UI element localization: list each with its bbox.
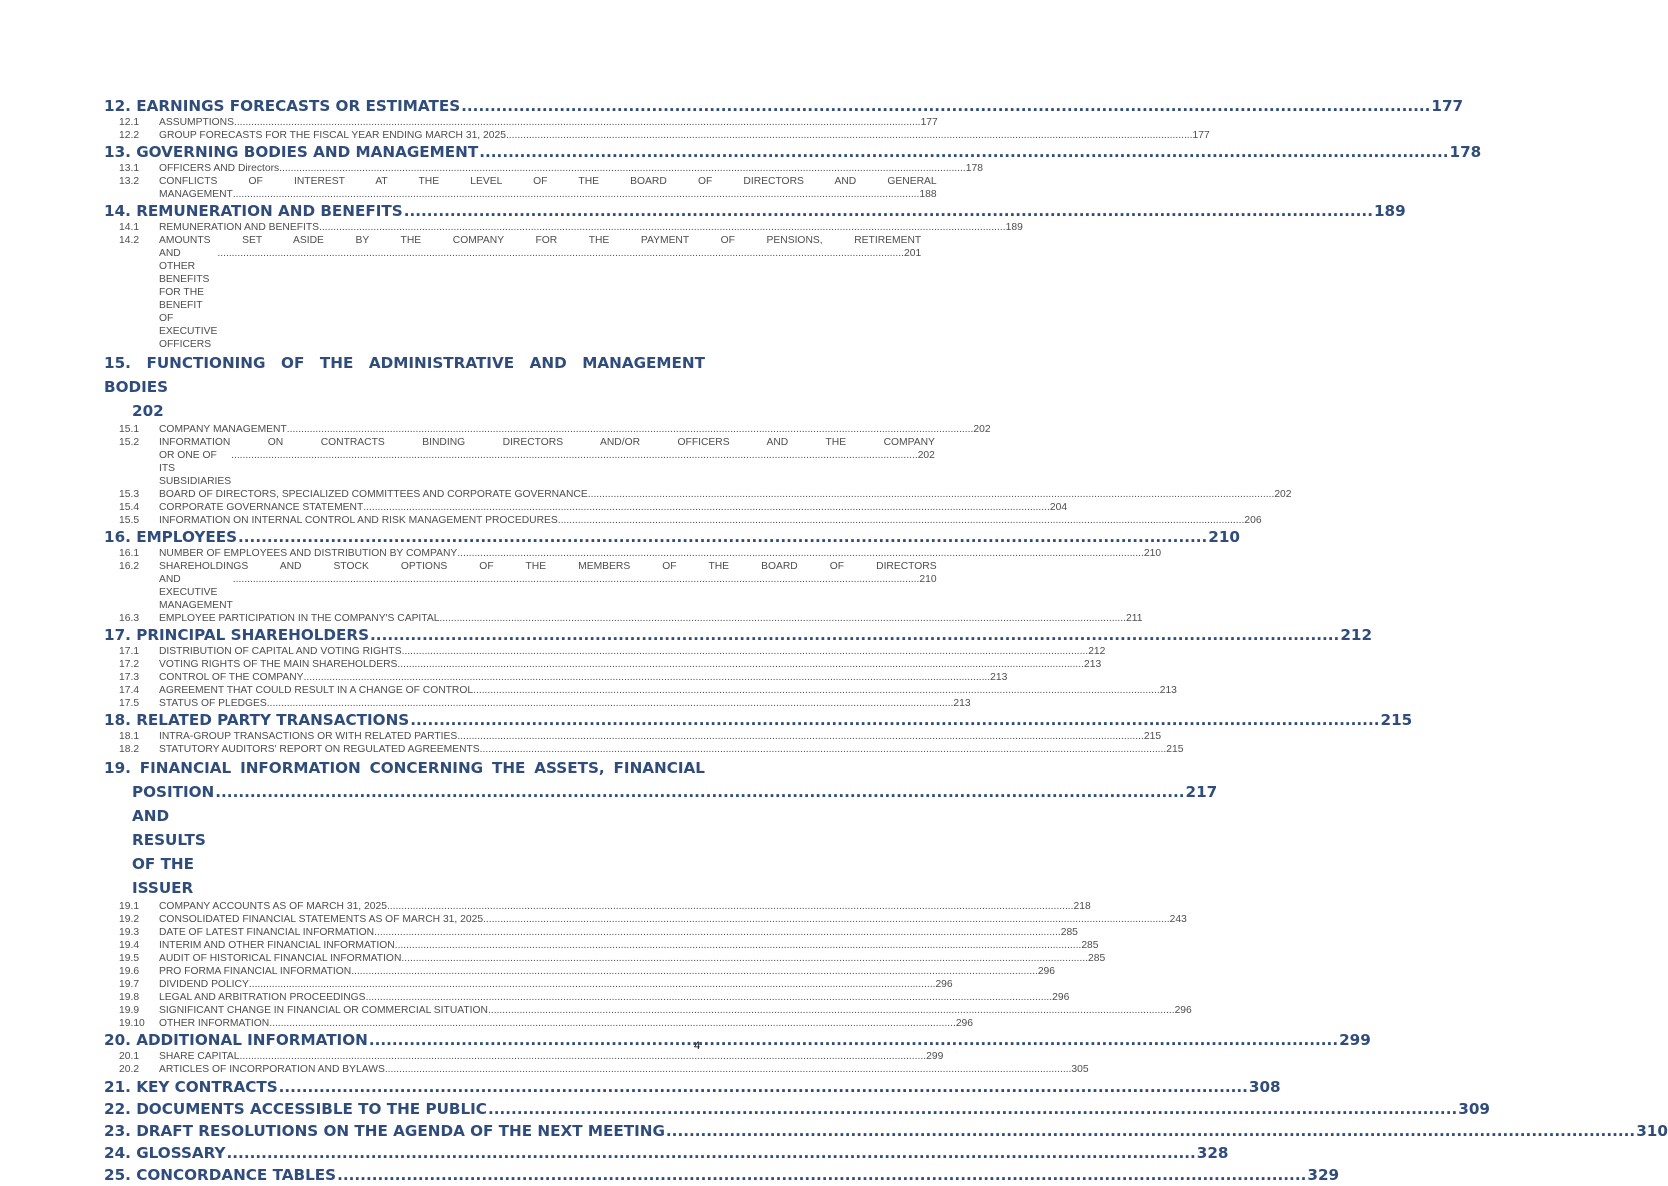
entry-number: 17.1: [119, 646, 140, 657]
entry-page: 189: [1005, 222, 1023, 233]
entry-number: 16.1: [119, 548, 140, 559]
section-title: 22. DOCUMENTS ACCESSIBLE TO THE PUBLIC: [104, 1100, 487, 1118]
entry-number: 17.2: [119, 659, 140, 670]
entry-number: 19.2: [119, 914, 140, 925]
entry-title-line-2: AND OTHER BENEFITS FOR THE BENEFIT OF EXECUTIVE OFFICERS: [159, 248, 218, 350]
toc-entry-17-1[interactable]: [104, 645, 1106, 658]
entry-title: PRO FORMA FINANCIAL INFORMATION: [159, 966, 352, 977]
entry-title: DIVIDEND POLICY: [159, 979, 249, 990]
entry-page: 285: [1088, 953, 1106, 964]
entry-title: CONTROL OF THE COMPANY: [159, 672, 304, 683]
entry-number: 19.8: [119, 992, 140, 1003]
toc-entry-20-2[interactable]: [104, 1063, 1089, 1076]
toc-section-13[interactable]: [104, 142, 1482, 162]
toc-entry-14-2[interactable]: [104, 234, 922, 351]
entry-page: 212: [1088, 646, 1106, 657]
section-title: 16. EMPLOYEES: [104, 528, 238, 546]
entry-number: 14.1: [119, 222, 140, 233]
entry-title: COMPANY ACCOUNTS AS OF MARCH 31, 2025: [159, 901, 387, 912]
entry-number: 20.2: [119, 1064, 140, 1075]
entry-number: 17.3: [119, 672, 140, 683]
toc-section-24[interactable]: [104, 1142, 1229, 1164]
toc-entry-19-6[interactable]: [104, 965, 1056, 978]
section-page: 310: [1636, 1122, 1668, 1140]
toc-entry-18-2[interactable]: [104, 743, 1184, 756]
entry-number: 19.6: [119, 966, 140, 977]
entry-number: 13.1: [119, 163, 140, 174]
entry-page: 296: [935, 979, 953, 990]
entry-title: NUMBER OF EMPLOYEES AND DISTRIBUTION BY COMPANY: [159, 548, 458, 559]
toc-section-21[interactable]: [104, 1076, 1281, 1098]
entry-page: 202: [973, 424, 991, 435]
entry-page: 213: [1159, 685, 1177, 696]
section-page: 217: [1185, 783, 1218, 801]
section-title: 24. GLOSSARY: [104, 1144, 226, 1162]
entry-title: LEGAL AND ARBITRATION PROCEEDINGS: [159, 992, 366, 1003]
entry-title: CONSOLIDATED FINANCIAL STATEMENTS AS OF MARCH 31, 2025: [159, 914, 484, 925]
entry-number: 15.2: [119, 437, 140, 448]
toc-entry-15-5[interactable]: [104, 514, 1262, 527]
entry-number: 19.10: [119, 1018, 145, 1029]
entry-page: 210: [1143, 548, 1162, 559]
entry-title: ASSUMPTIONS: [159, 117, 234, 128]
page-number: 4: [694, 1040, 701, 1052]
entry-page: 296: [1052, 992, 1070, 1003]
entry-title: SHARE CAPITAL: [159, 1051, 240, 1062]
section-page: 212: [1340, 626, 1373, 644]
entry-title-line-2: MANAGEMENT: [159, 189, 233, 200]
entry-number: 19.5: [119, 953, 140, 964]
toc-entry-19-2[interactable]: [104, 913, 1187, 926]
entry-page: 243: [1169, 914, 1187, 925]
entry-page: 299: [926, 1051, 944, 1062]
entry-page: 204: [1049, 502, 1068, 513]
section-title: 17. PRINCIPAL SHAREHOLDERS: [104, 626, 370, 644]
entry-number: 17.4: [119, 685, 140, 696]
entry-title: INTERIM AND OTHER FINANCIAL INFORMATION: [159, 940, 395, 951]
entry-page: 177: [1192, 130, 1210, 141]
table-of-contents: [104, 96, 1668, 1186]
toc-section-18[interactable]: [104, 710, 1413, 730]
toc-section-19[interactable]: [104, 756, 1218, 900]
toc-entry-16-1[interactable]: [104, 547, 1162, 560]
entry-page: 188: [919, 189, 937, 200]
section-title: 25. CONCORDANCE TABLES: [104, 1166, 337, 1184]
toc-entry-13-2[interactable]: [104, 175, 937, 201]
section-page: 329: [1307, 1166, 1340, 1184]
entry-page: 178: [965, 163, 983, 174]
entry-title: DATE OF LATEST FINANCIAL INFORMATION: [159, 927, 375, 938]
entry-number: 16.3: [119, 613, 140, 624]
entry-page: 218: [1073, 901, 1091, 912]
entry-number: 19.4: [119, 940, 140, 951]
toc-entry-19-4[interactable]: [104, 939, 1099, 952]
entry-title: OTHER INFORMATION: [159, 1018, 270, 1029]
entry-number: 20.1: [119, 1051, 140, 1062]
entry-page: 296: [1174, 1005, 1192, 1016]
section-title: 20. ADDITIONAL INFORMATION: [104, 1031, 368, 1049]
toc-entry-18-1[interactable]: [104, 730, 1162, 743]
entry-number: 15.1: [119, 424, 140, 435]
entry-title: ARTICLES OF INCORPORATION AND BYLAWS: [159, 1064, 385, 1075]
entry-number: 19.7: [119, 979, 140, 990]
entry-number: 12.1: [119, 117, 140, 128]
section-title-line-1: [104, 756, 705, 780]
section-page: 309: [1458, 1100, 1490, 1118]
entry-title: GROUP FORECASTS FOR THE FISCAL YEAR ENDING MARCH 31, 2025: [159, 130, 506, 141]
entry-page: 215: [1166, 744, 1184, 755]
entry-title-line-2: OR ONE OF ITS SUBSIDIARIES: [159, 450, 232, 487]
section-title: 15. FUNCTIONING OF THE ADMINISTRATIVE AND MANAGEMENT BODIES: [104, 354, 705, 396]
section-page: 308: [1248, 1078, 1281, 1096]
entry-title: DISTRIBUTION OF CAPITAL AND VOTING RIGHTS: [159, 646, 402, 657]
entry-number: 19.1: [119, 901, 140, 912]
entry-title: BOARD OF DIRECTORS, SPECIALIZED COMMITTEES AND CORPORATE GOVERNANCE: [159, 489, 588, 500]
toc-entry-13-1[interactable]: [104, 162, 983, 175]
section-page: 178: [1449, 143, 1482, 161]
section-page: 299: [1339, 1031, 1371, 1049]
section-title: 12. EARNINGS FORECASTS OR ESTIMATES: [104, 97, 461, 115]
entry-number: 14.2: [119, 235, 140, 246]
section-title-line-2: POSITION AND RESULTS OF THE ISSUER: [132, 783, 215, 897]
entry-page: 213: [953, 698, 971, 709]
toc-entry-15-3[interactable]: [104, 488, 1292, 501]
section-page: 202: [132, 402, 164, 420]
entry-title: STATUTORY AUDITORS' REPORT ON REGULATED AGREEMENTS: [159, 744, 480, 755]
toc-entry-19-10[interactable]: [104, 1017, 974, 1030]
toc-section-16[interactable]: [104, 527, 1240, 547]
section-page: 215: [1380, 711, 1413, 729]
entry-number: 15.4: [119, 502, 140, 513]
entry-page: 213: [1084, 659, 1102, 670]
section-title: 13. GOVERNING BODIES AND MANAGEMENT: [104, 143, 479, 161]
toc-entry-19-7[interactable]: [104, 978, 953, 991]
toc-entry-19-8[interactable]: [104, 991, 1070, 1004]
toc-entry-17-4[interactable]: [104, 684, 1177, 697]
toc-section-23[interactable]: [104, 1120, 1668, 1142]
toc-entry-19-9[interactable]: [104, 1004, 1192, 1017]
entry-title: AUDIT OF HISTORICAL FINANCIAL INFORMATION: [159, 953, 402, 964]
entry-title-line-1: CONFLICTS OF INTEREST AT THE LEVEL OF THE BOARD OF DIRECTORS AND GENERAL: [159, 176, 937, 187]
entry-title-line-1: SHAREHOLDINGS AND STOCK OPTIONS OF THE MEMBERS OF THE BOARD OF DIRECTORS: [159, 561, 937, 572]
toc-entry-19-1[interactable]: [104, 900, 1091, 913]
entry-number: 15.5: [119, 515, 140, 526]
entry-page: 296: [955, 1018, 974, 1029]
section-title: 23. DRAFT RESOLUTIONS ON THE AGENDA OF THE NEXT MEETING: [104, 1122, 665, 1140]
toc-entry-19-5[interactable]: [104, 952, 1106, 965]
entry-title: EMPLOYEE PARTICIPATION IN THE COMPANY'S CAPITAL: [159, 613, 440, 624]
section-page: 328: [1196, 1144, 1229, 1162]
entry-number: 18.1: [119, 731, 140, 742]
toc-entry-17-5[interactable]: [104, 697, 971, 710]
section-page: 189: [1373, 202, 1406, 220]
section-title-text: 19. FINANCIAL INFORMATION CONCERNING THE ASSETS, FINANCIAL: [104, 759, 705, 777]
entry-page: 305: [1071, 1064, 1089, 1075]
entry-page: 215: [1143, 731, 1162, 742]
entry-page: 296: [1037, 966, 1056, 977]
toc-section-12[interactable]: [104, 96, 1464, 116]
entry-title: OFFICERS AND Directors: [159, 163, 280, 174]
toc-section-14[interactable]: [104, 201, 1406, 221]
toc-section-17[interactable]: [104, 625, 1373, 645]
entry-title: STATUS OF PLEDGES: [159, 698, 267, 709]
toc-entry-15-1[interactable]: [104, 423, 991, 436]
toc-entry-15-4[interactable]: [104, 501, 1068, 514]
entry-title: REMUNERATION AND BENEFITS: [159, 222, 319, 233]
section-page: 177: [1431, 97, 1464, 115]
entry-title: INTRA-GROUP TRANSACTIONS OR WITH RELATED PARTIES: [159, 731, 458, 742]
entry-title-line-1: AMOUNTS SET ASIDE BY THE COMPANY FOR THE PAYMENT OF PENSIONS, RETIREMENT: [159, 235, 922, 246]
entry-page: 285: [1060, 927, 1078, 938]
toc-section-15[interactable]: [104, 351, 705, 423]
toc-entry-17-3[interactable]: [104, 671, 1008, 684]
entry-number: 12.2: [119, 130, 140, 141]
entry-title: SIGNIFICANT CHANGE IN FINANCIAL OR COMMERCIAL SITUATION: [159, 1005, 488, 1016]
entry-page: 202: [1274, 489, 1292, 500]
entry-page: 202: [917, 450, 935, 461]
section-page: 210: [1208, 528, 1240, 546]
entry-page: 211: [1126, 613, 1143, 624]
section-title: 21. KEY CONTRACTS: [104, 1078, 278, 1096]
toc-entry-12-2[interactable]: [104, 129, 1210, 142]
section-title: 18. RELATED PARTY TRANSACTIONS: [104, 711, 410, 729]
entry-number: 16.2: [119, 561, 140, 572]
entry-title: VOTING RIGHTS OF THE MAIN SHAREHOLDERS: [159, 659, 398, 670]
entry-title: AGREEMENT THAT COULD RESULT IN A CHANGE OF CONTROL: [159, 685, 474, 696]
toc-entry-14-1[interactable]: [104, 221, 1023, 234]
entry-page: 213: [990, 672, 1008, 683]
entry-title-line-2: AND EXECUTIVE MANAGEMENT: [159, 574, 233, 611]
toc-entry-15-2[interactable]: [104, 436, 935, 488]
entry-title: CORPORATE GOVERNANCE STATEMENT: [159, 502, 364, 513]
entry-number: 15.3: [119, 489, 140, 500]
toc-entry-16-3[interactable]: [104, 612, 1143, 625]
entry-number: 19.3: [119, 927, 140, 938]
entry-page: 177: [920, 117, 938, 128]
toc-section-20[interactable]: [104, 1030, 1371, 1050]
entry-number: 19.9: [119, 1005, 140, 1016]
entry-page: 285: [1081, 940, 1099, 951]
toc-entry-12-1[interactable]: [104, 116, 938, 129]
toc-entry-20-1[interactable]: [104, 1050, 944, 1063]
entry-page: 206: [1244, 515, 1262, 526]
entry-number: 18.2: [119, 744, 140, 755]
entry-title: INFORMATION ON INTERNAL CONTROL AND RISK MANAGEMENT PROCEDURES: [159, 515, 558, 526]
toc-entry-16-2[interactable]: [104, 560, 937, 612]
entry-page: 210: [919, 574, 937, 585]
entry-title: COMPANY MANAGEMENT: [159, 424, 287, 435]
toc-section-25[interactable]: [104, 1164, 1340, 1186]
entry-number: 13.2: [119, 176, 140, 187]
entry-number: 17.5: [119, 698, 140, 709]
toc-section-22[interactable]: [104, 1098, 1490, 1120]
toc-entry-19-3[interactable]: [104, 926, 1078, 939]
entry-title-line-1: INFORMATION ON CONTRACTS BINDING DIRECTORS AND/OR OFFICERS AND THE COMPANY: [159, 437, 935, 448]
entry-page: 201: [903, 248, 922, 259]
toc-entry-17-2[interactable]: [104, 658, 1102, 671]
section-title: 14. REMUNERATION AND BENEFITS: [104, 202, 403, 220]
